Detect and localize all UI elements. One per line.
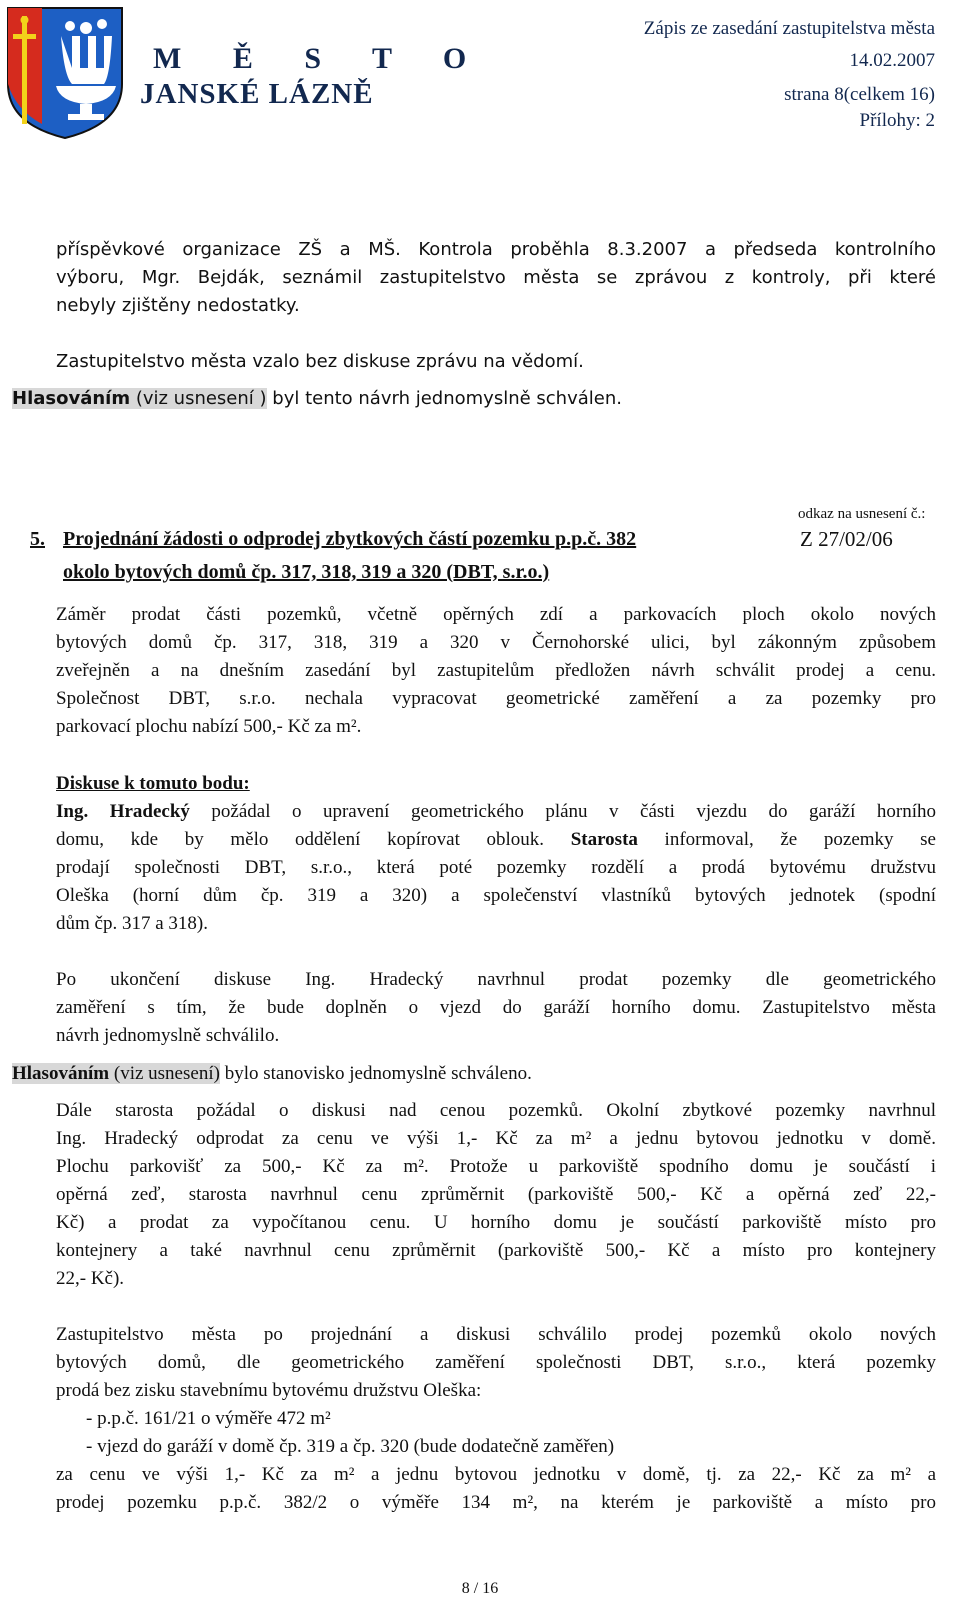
price-line: opěrná zeď, starosta navrhnul cenu zprůměrnit (parkoviště 500,- Kč a opěrná zeď 22,- [56,1184,936,1205]
vote-result: byl tento návrh jednomyslně schválen. [266,388,622,409]
page-info: strana 8(celkem 16) [784,84,935,105]
intent-line: zveřejněn a na dnešním zasedání byl zastupitelům předložen návrh schválit prodej a cenu. [56,660,936,681]
noted-statement: Zastupitelstvo města vzalo bez diskuse zprávu na vědomí. [56,351,584,372]
final-line: za cenu ve výši 1,- Kč za m² a jednu bytovou jednotku v domě, tj. za 22,- Kč za m² a [56,1464,936,1485]
attachments-count: Přílohy: 2 [859,110,935,131]
discussion-line: Oleška (horní dům čp. 319 a 320) a společenství vlastníků bytových jednotek (spodní [56,885,936,906]
document-title: Zápis ze zasedání zastupitelstva města [643,18,935,39]
discussion-line [56,798,936,826]
approval-line: Zastupitelstvo města po projednání a diskusi schválilo prodej pozemků okolo nových [56,1324,936,1345]
town-crest-logo [6,6,124,140]
intent-line: parkovací plochu nabízí 500,- Kč za m². [56,716,362,737]
after-discussion-line: Po ukončení diskuse Ing. Hradecký navrhnul prodat pozemky dle geometrického [56,969,936,990]
intent-line: bytových domů čp. 317, 318, 319 a 320 v Černohorské ulici, byl zákonným způsobem [56,632,936,653]
price-line: Kč) a prodat za vypočítanou cenu. U horního domu je součástí parkoviště místo pro [56,1212,936,1233]
resolution-link[interactable]: (viz usnesení) [109,1063,220,1084]
vote-result: bylo stanovisko jednomyslně schváleno. [219,1063,532,1084]
approval-line: bytových domů, dle geometrického zaměření společnosti DBT, s.r.o., která pozemky [56,1352,936,1373]
approval-line: prodá bez zisku stavebnímu bytovému družstvu Oleška: [56,1380,482,1401]
intent-line: Společnost DBT, s.r.o. nechala vypracovat geometrické zaměření a za pozemky pro [56,688,936,709]
page-number: 8 / 16 [461,1580,499,1597]
resolution-link[interactable]: (viz usnesení ) [130,388,267,409]
speaker-name: Ing. Hradecký [56,801,190,822]
discussion-text: požádal o upravení geometrického plánu v části vjezdu do garáží horního [189,801,936,822]
intro-line: výboru, Mgr. Bejdák, seznámil zastupitelstvo města se zprávou z kontroly, při které [56,267,936,288]
vote-statement [12,385,622,413]
discussion-line: prodají společnosti DBT, s.r.o., která poté pozemky rozdělí a prodá bytovému družstvu [56,857,936,878]
city-name-line1: M Ě S T O [153,42,489,75]
discussion-line: dům čp. 317 a 318). [56,913,208,934]
list-item: - p.p.č. 161/21 o výměře 472 m² [86,1408,331,1429]
section-number: 5. [30,528,45,550]
vote-label: Hlasováním [12,1063,110,1084]
price-line: kontejnery a také navrhnul cenu zprůměrnit (parkoviště 500,- Kč a místo pro kontejnery [56,1240,936,1261]
resolution-ref-label: odkaz na usnesení č.: [798,506,926,522]
meeting-date: 14.02.2007 [849,50,935,71]
final-line: prodej pozemku p.p.č. 382/2 o výměře 134 m², na kterém je parkoviště a místo pro [56,1492,936,1513]
price-line: 22,- Kč). [56,1268,125,1289]
intro-line: příspěvkové organizace ZŠ a MŠ. Kontrola proběhla 8.3.2007 a předseda kontrolního [56,239,936,260]
discussion-line [56,826,936,854]
intent-line: Záměr prodat části pozemků, včetně opěrných zdí a parkovacích ploch okolo nových [56,604,936,625]
discussion-heading: Diskuse k tomuto bodu: [56,773,250,794]
vote-label: Hlasováním [12,388,131,409]
intro-line: nebyly zjištěny nedostatky. [56,295,300,316]
after-discussion-line: zaměření s tím, že bude doplněn o vjezd do garáží horního domu. Zastupitelstvo města [56,997,936,1018]
price-line: Plochu parkovišť za 500,- Kč za m². Protože u parkoviště spodního domu je součástí i [56,1156,936,1177]
price-line: Dále starosta požádal o diskusi nad cenou pozemků. Okolní zbytkové pozemky navrhnul [56,1100,936,1121]
after-discussion-line: návrh jednomyslně schválilo. [56,1025,280,1046]
section-title: okolo bytových domů čp. 317, 318, 319 a 320 (DBT, s.r.o.) [63,561,550,583]
discussion-text: informoval, že pozemky se [637,829,936,850]
discussion-text: domu, kde by mělo oddělení kopírovat oblouk. [56,829,571,850]
resolution-ref-value: Z 27/02/06 [800,527,893,551]
price-line: Ing. Hradecký odprodat za cenu ve výši 1,- Kč za m² a jednu bytovou jednotku v domě. [56,1128,936,1149]
vote-statement-2 [12,1060,532,1088]
list-item: - vjezd do garáží v domě čp. 319 a čp. 320 (bude dodatečně zaměřen) [86,1436,615,1457]
speaker-name: Starosta [570,829,638,850]
city-name-line2: JANSKÉ LÁZNĚ [140,78,374,110]
section-title: Projednání žádosti o odprodej zbytkových částí pozemku p.p.č. 382 [63,528,637,550]
